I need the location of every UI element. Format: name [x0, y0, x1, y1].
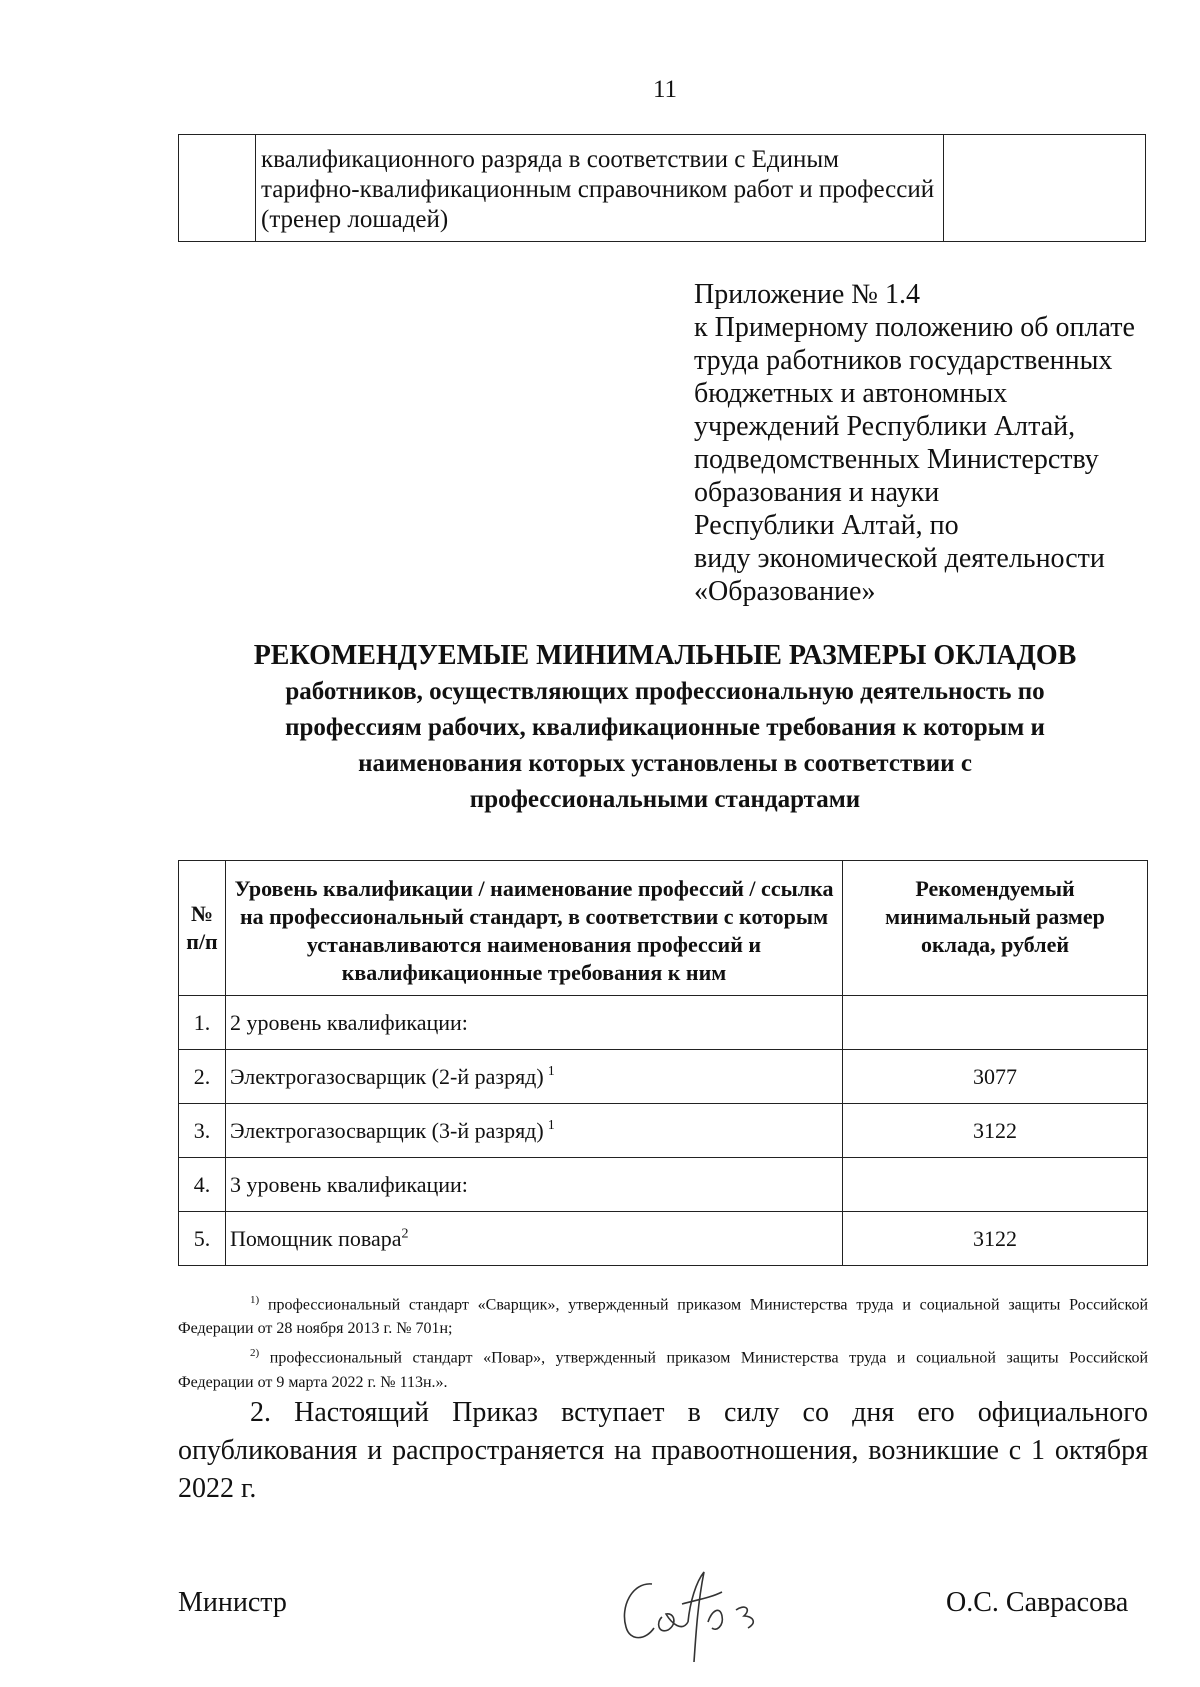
title-sub-line: работников, осуществляющих профессиональную деятельность по: [285, 678, 1045, 705]
row-value: [843, 996, 1148, 1050]
order-text: 2. Настоящий Приказ вступает в силу со дня его официального опубликования и распространяется на правоотношения, возникшие с 1 октября 2022 г.: [178, 1397, 1148, 1504]
row-num: 2.: [179, 1050, 226, 1104]
footnote-ref: 1: [547, 1064, 555, 1080]
salary-table: [178, 860, 1148, 1266]
row-name: [226, 996, 843, 1050]
row-name-text: Электрогазосварщик (3-й разряд): [230, 1117, 544, 1143]
title-sub-line: наименования которых установлены в соответствии с: [358, 750, 972, 777]
appendix-line: бюджетных и автономных: [694, 378, 1008, 409]
footnote-text: профессиональный стандарт «Повар», утвержденный приказом Министерства труда и социальной защиты Российской Федерации от 9 марта 2022 г. № 113н.».: [178, 1349, 1149, 1391]
table-row: [179, 1050, 1148, 1104]
appendix-line: учреждений Республики Алтай,: [694, 411, 1076, 442]
continued-table: [178, 134, 1146, 242]
appendix-line: подведомственных Министерству: [694, 444, 1099, 475]
appendix-line: к Примерному положению об оплате: [694, 312, 1135, 343]
table-row: [179, 1104, 1148, 1158]
row-num: 1.: [179, 996, 226, 1050]
row-name-text: Электрогазосварщик (2-й разряд): [230, 1063, 544, 1089]
row-value: 3122: [843, 1104, 1148, 1158]
footnotes: [178, 1288, 1148, 1395]
table-row: [179, 1158, 1148, 1212]
title-main: РЕКОМЕНДУЕМЫЕ МИНИМАЛЬНЫЕ РАЗМЕРЫ ОКЛАДОВ: [253, 640, 1077, 671]
appendix-header: [694, 278, 1164, 608]
appendix-line: виду экономической деятельности: [694, 543, 1105, 574]
table-row: [179, 135, 1146, 242]
signature-drawing: [612, 1562, 782, 1672]
title-sub-line: профессиональными стандартами: [469, 786, 861, 813]
document-title: [180, 638, 1150, 818]
signer-name: О.С. Саврасова: [946, 1587, 1129, 1618]
row-num: 5.: [179, 1212, 226, 1266]
row-num: 4.: [179, 1158, 226, 1212]
table-cell-text: квалификационного разряда в соответствии с Единым тарифно-квалификационным справочником работ и профессий (тренер лошадей): [256, 135, 944, 242]
footnote-ref: 1: [547, 1118, 555, 1134]
footnote-ref: 2: [401, 1226, 409, 1242]
footnote: [178, 1288, 1148, 1341]
row-name: [226, 1050, 843, 1104]
handwritten-signature: [612, 1562, 782, 1677]
footnote-mark: 1): [250, 1294, 260, 1306]
appendix-line: Республики Алтай, по: [694, 510, 959, 541]
appendix-line: образования и науки: [694, 477, 940, 508]
appendix-line: «Образование»: [694, 576, 876, 607]
footnote: [178, 1341, 1148, 1394]
header-num: № п/п: [179, 861, 226, 996]
row-name-text: 3 уровень квалификации:: [230, 1171, 468, 1197]
title-sub-line: профессиям рабочих, квалификационные требования к которым и: [285, 714, 1045, 741]
table-header-row: [179, 861, 1148, 996]
row-name: [226, 1158, 843, 1212]
order-paragraph: [178, 1394, 1148, 1508]
table-row: [179, 996, 1148, 1050]
table-row: [179, 1212, 1148, 1266]
header-name: Уровень квалификации / наименование профессий / ссылка на профессиональный стандарт, в соответствии с которым устанавливаются наименования профессий и квалификационные требования к ним: [226, 861, 843, 996]
header-value: Рекомендуемый минимальный размер оклада, рублей: [843, 861, 1148, 996]
appendix-line: Приложение № 1.4: [694, 279, 920, 310]
table-cell-empty: [944, 135, 1146, 242]
row-value: [843, 1158, 1148, 1212]
row-value: 3077: [843, 1050, 1148, 1104]
row-value: 3122: [843, 1212, 1148, 1266]
appendix-line: труда работников государственных: [694, 345, 1113, 376]
page-number: 11: [652, 76, 678, 103]
signer-position: Министр: [178, 1587, 287, 1618]
row-name-text: 2 уровень квалификации:: [230, 1009, 468, 1035]
row-name: [226, 1104, 843, 1158]
table-cell-empty: [179, 135, 256, 242]
row-name-text: Помощник повара: [230, 1225, 402, 1251]
footnote-text: профессиональный стандарт «Сварщик», утвержденный приказом Министерства труда и социальной защиты Российской Федерации от 28 ноября 2013 г. № 701н;: [178, 1296, 1149, 1338]
footnote-mark: 2): [250, 1347, 260, 1360]
row-num: 3.: [179, 1104, 226, 1158]
row-name: [226, 1212, 843, 1266]
